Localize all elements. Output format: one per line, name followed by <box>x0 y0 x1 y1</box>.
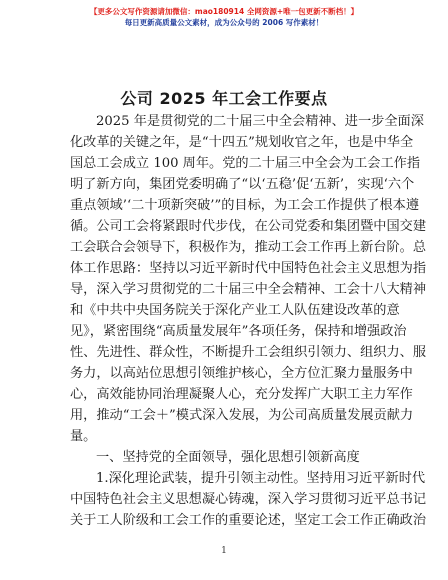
text-line: 心，高效能协同治理凝聚人心，充分发挥广大职工主力军作 <box>70 387 413 402</box>
document-body <box>70 111 427 531</box>
text-line: 量。 <box>70 429 97 444</box>
promo-banner <box>0 6 448 28</box>
text-line: 重点领域’‘二十项新突破’”的目标，为工会工作提供了根本遵 <box>70 198 420 213</box>
promo-line-blue: 每日更新高质量公文素材，成为公众号的 2006 写作素材！ <box>124 18 324 27</box>
text-line: 循。公司工会将紧跟时代步伐，在公司党委和集团暨中国交建 <box>70 219 427 234</box>
section-heading: 一、坚持党的全面领导，强化思想引领新高度 <box>96 450 360 465</box>
document-title: 公司 2025 年工会工作要点 <box>120 89 328 108</box>
promo-line-red: 【更多公文写作资源请加微信：mao180914 全网资源+唯一包更新不断档！】 <box>89 7 359 16</box>
text-line: 性、先进性、群众性，不断提升工会组织引领力、组织力、服 <box>70 345 427 360</box>
text-line: 和《中共中央国务院关于深化产业工人队伍建设改革的意 <box>70 303 400 318</box>
text-line: 2025 年是贯彻党的二十届三中全会精神、进一步全面深 <box>96 114 424 129</box>
text-line: 化改革的关键之年，是“十四五”规划收官之年，也是中华全 <box>70 135 414 150</box>
text-line: 体工作思路：坚持以习近平新时代中国特色社会主义思想为指 <box>70 261 427 276</box>
text-line: 中国特色社会主义思想凝心铸魂，深入学习贯彻习近平总书记 <box>70 492 427 507</box>
text-line: 国总工会成立 100 周年。党的二十届三中全会为工会工作指 <box>70 156 421 171</box>
text-line: 导，深入学习贯彻党的二十届三中全会精神、工会十八大精神 <box>70 282 427 297</box>
text-line: 用，推动“工会＋”模式深入发展，为公司高质量发展贡献力 <box>70 408 414 423</box>
page-number: 1 <box>221 546 227 556</box>
text-line: 工会联合会领导下，积极作为，推动工会工作再上新台阶。总 <box>70 240 427 255</box>
text-line: 关于工人阶级和工会工作的重要论述，坚定工会工作正确政治 <box>70 513 427 528</box>
text-line: 明了新方向，集团党委明确了“以‘五稳’促‘五新’，实现‘六个 <box>70 177 415 192</box>
text-line: 务力，以高站位思想引领维护核心，全方位汇聚力量服务中 <box>70 366 413 381</box>
text-line: 见》，紧密围绕“高质量发展年”各项任务，保持和增强政治 <box>70 324 407 339</box>
text-line: 1.深化理论武装，提升引领主动性。坚持用习近平新时代 <box>96 471 426 486</box>
